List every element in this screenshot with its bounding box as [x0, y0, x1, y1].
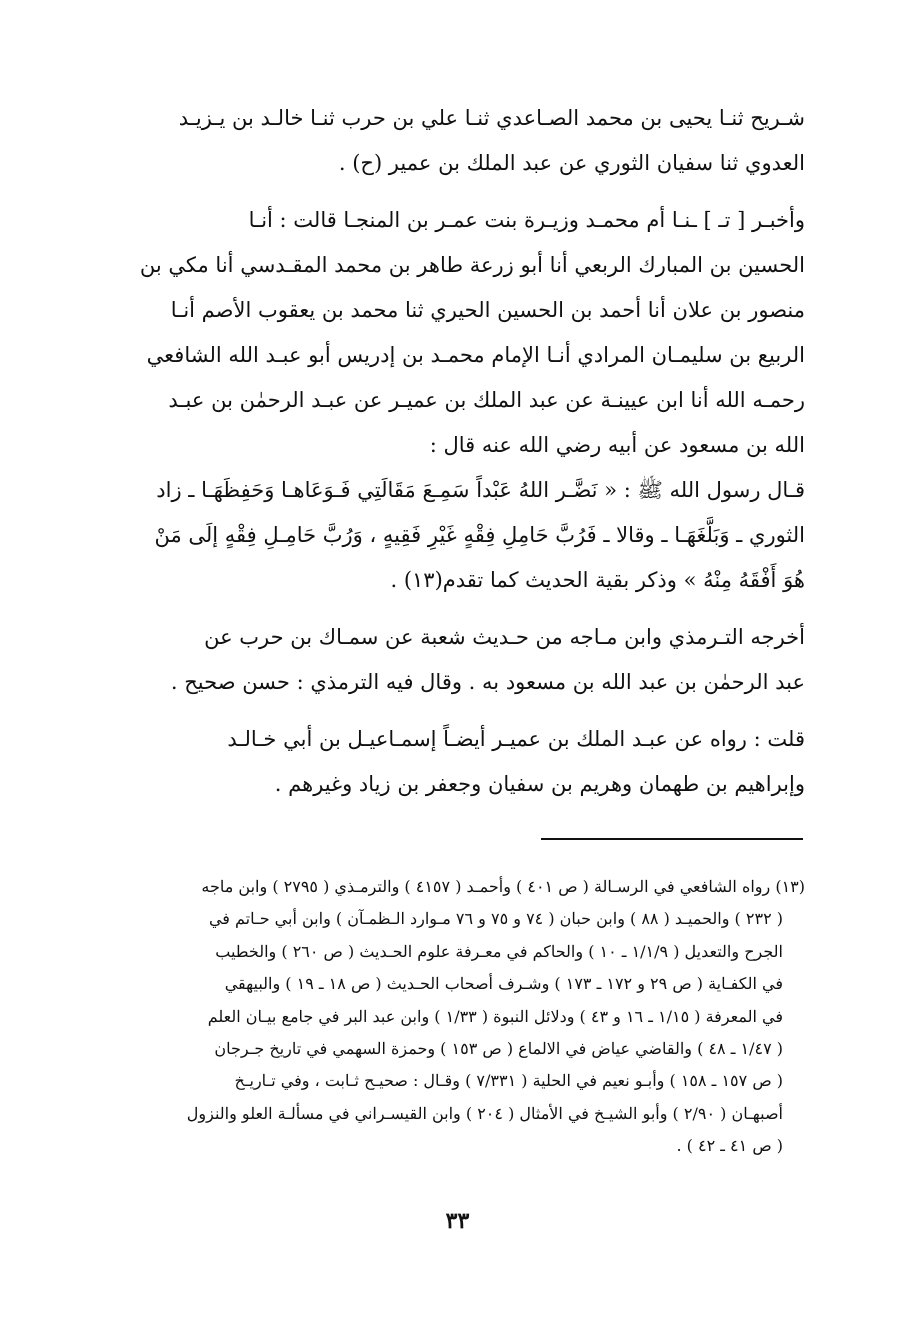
text-line: الحسين بن المبارك الربعي أنا أبو زرعة طاهر بن محمد المقـدسي أنا مكي بن — [139, 253, 805, 277]
page-number: ٣٣ — [445, 1208, 470, 1234]
text-line: قلت : رواه عن عبـد الملك بن عميـر أيضـاً إسمـاعيـل بن أبي خـالـد — [227, 727, 805, 751]
paragraph-chain-two — [105, 198, 805, 468]
text-line: الله بن مسعود عن أبيه رضي الله عنه قال : — [429, 433, 805, 457]
footnote-line: ( ٢٣٢ ) والحميـد ( ٨٨ ) وابن حبان ( ٧٤ و ٧٥ و ٧٦ مـوارد الـظمـآن ) وابن أبي حـاتم في — [208, 909, 783, 929]
footnote-line: في الكفـاية ( ص ٢٩ و ١٧٢ ـ ١٧٣ ) وشـرف أصحاب الحـديث ( ص ١٨ ـ ١٩ ) والبيهقي — [224, 974, 783, 994]
text-line: عبد الرحمٰن بن عبد الله بن مسعود به . وقال فيه الترمذي : حسن صحيح . — [170, 670, 805, 694]
text-line: قـال رسول الله ﷺ : « نَضَّـر اللهُ عَبْداً سَمِـعَ مَقَالَتِي فَـوَعَاهـا وَحَفِظَهَـا ـ زاد — [156, 478, 805, 502]
footnote-line: في المعرفة ( ١/١٥ ـ ١٦ و ٤٣ ) ودلائل النبوة ( ١/٣٣ ) وابن عبد البر في جامع بيـان العلم — [207, 1006, 783, 1026]
paragraph-comment — [105, 717, 805, 807]
paragraph-chain-one — [105, 96, 805, 186]
footnote-line: ( ١/٤٧ ـ ٤٨ ) والقاضي عياض في الالماع ( ص ١٥٣ ) وحمزة السهمي في تاريخ جـرجان — [214, 1039, 783, 1059]
text-line: الربيع بن سليمـان المرادي أنـا الإمام محمـد بن إدريس أبو عبـد الله الشافعي — [146, 343, 805, 367]
main-text — [105, 96, 805, 807]
paragraph-takhrij — [105, 615, 805, 705]
text-line: وإبراهيم بن طهمان وهريم بن سفيان وجعفر بن زياد وغيرهم . — [274, 772, 805, 796]
text-line: شـريح ثنـا يحيى بن محمد الصـاعدي ثنـا علي بن حرب ثنـا خالـد بن يـزيـد — [178, 106, 805, 130]
footnotes — [105, 871, 805, 1163]
text-line: هُوَ أَفْقَهُ مِنْهُ » وذكر بقية الحديث كما تقدم(١٣) . — [390, 568, 805, 592]
text-line: وأخبـر [ تـ ] ـنـا أم محمـد وزيـرة بنت عمـر بن المنجـا قالت : أنـا — [248, 208, 805, 232]
footnote-line: (١٣) رواه الشافعي في الرسـالة ( ص ٤٠١ ) وأحمـد ( ٤١٥٧ ) والترمـذي ( ٢٧٩٥ ) وابن ماجه — [201, 877, 805, 896]
footnote-line: ( ص ٤١ ـ ٤٢ ) . — [676, 1136, 783, 1156]
footnote-line: الجرح والتعديل ( ١/١/٩ ـ ١٠ ) والحاكم في معـرفة علوم الحـديث ( ص ٢٦٠ ) والخطيب — [215, 941, 783, 961]
text-line: أخرجه التـرمذي وابن مـاجه من حـديث شعبة عن سمـاك بن حرب عن — [204, 625, 805, 649]
text-line: منصور بن علان أنا أحمد بن الحسين الحيري ثنا محمد بن يعقوب الأصم أنـا — [170, 298, 805, 322]
footnote-line: ( ص ١٥٧ ـ ١٥٨ ) وأبـو نعيم في الحلية ( ٧/٣٣١ ) وقـال : صحيـح ثـابت ، وفي تـاريـخ — [234, 1071, 783, 1091]
text-line: الثوري ـ وَبَلَّغَهَـا ـ وقالا ـ فَرُبَّ حَامِلِ فِقْهٍ غَيْرِ فَقِيهٍ ، وَرُبَّ حَامِـلِ فِقْهٍ إلَى مَنْ — [154, 523, 805, 547]
text-line: العدوي ثنا سفيان الثوري عن عبد الملك بن عمير (ح) . — [338, 151, 805, 175]
footnote-line: أصبهـان ( ٢/٩٠ ) وأبو الشيـخ في الأمثال ( ٢٠٤ ) وابن القيسـراني في مسألـة العلو والنزول — [186, 1103, 783, 1123]
hadith-text — [105, 468, 805, 603]
footnote-separator — [541, 838, 803, 840]
text-line: رحمـه الله أنا ابن عيينـة عن عبد الملك بن عميـر عن عبـد الرحمٰن بن عبـد — [168, 388, 805, 412]
